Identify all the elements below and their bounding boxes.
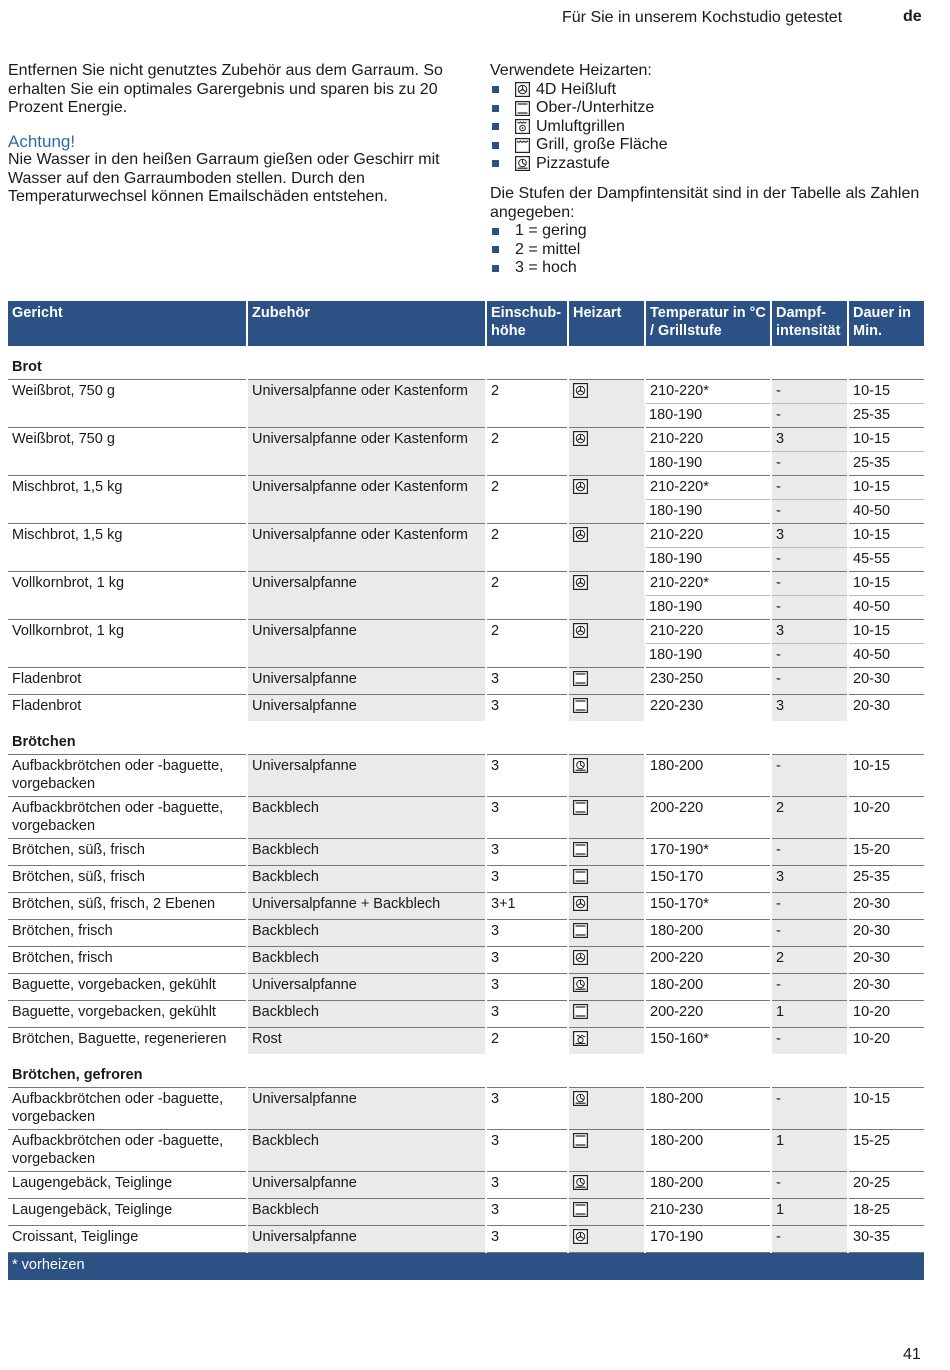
dish-cell: Laugengebäck, Teiglinge <box>8 1199 247 1226</box>
temperature-cell: 180-200 <box>645 1130 771 1172</box>
table-row <box>8 866 924 893</box>
heating-mode-item <box>490 81 930 100</box>
hot-air-4d-icon <box>573 950 588 965</box>
steam-level-item <box>490 259 930 278</box>
heating-mode-cell <box>568 695 645 722</box>
dish-cell: Baguette, vorgebacken, gekühlt <box>8 974 247 1001</box>
pizza-setting-icon <box>573 977 588 992</box>
heating-mode-item <box>490 118 930 137</box>
steam-intensity-cell: - <box>771 1172 848 1199</box>
accessory-cell: Universalpfanne <box>247 974 486 1001</box>
steam-level-label: 3 = hoch <box>515 259 577 276</box>
heating-mode-cell <box>568 524 645 572</box>
steam-intensity-cell: - <box>771 974 848 1001</box>
heating-mode-cell <box>568 476 645 524</box>
hot-air-4d-icon <box>573 527 588 542</box>
top-bottom-heat-icon <box>573 671 588 686</box>
temperature-cell: 170-190* <box>645 839 771 866</box>
steam-intensity-cell: - <box>771 1226 848 1253</box>
accessory-cell: Universalpfanne <box>247 1088 486 1130</box>
dish-cell: Brötchen, süß, frisch <box>8 866 247 893</box>
accessory-cell: Backblech <box>247 797 486 839</box>
steam-intensity-cell: - <box>771 1088 848 1130</box>
circulated-air-grill-icon <box>515 119 530 134</box>
steam-intensity-cell: 1 <box>771 1199 848 1226</box>
steam-level-label: 1 = gering <box>515 222 587 239</box>
heating-mode-item <box>490 99 930 118</box>
dish-cell: Brötchen, süß, frisch <box>8 839 247 866</box>
accessory-cell: Rost <box>247 1028 486 1055</box>
steam-level-item <box>490 241 930 260</box>
shelf-level-cell: 2 <box>486 1028 568 1055</box>
table-row <box>8 797 924 839</box>
dish-cell: Aufbackbrötchen oder -baguette, vorgebacken <box>8 755 247 797</box>
steam-intensity-cell: - <box>771 596 848 620</box>
hot-air-4d-icon <box>573 623 588 638</box>
shelf-level-cell: 3 <box>486 1172 568 1199</box>
temperature-cell: 210-220 <box>645 620 771 644</box>
heating-mode-item <box>490 136 930 155</box>
top-bottom-heat-icon <box>573 698 588 713</box>
section-title: Brot <box>8 346 924 380</box>
accessory-cell: Backblech <box>247 920 486 947</box>
steam-intensity-cell: - <box>771 644 848 668</box>
duration-cell: 18-25 <box>848 1199 924 1226</box>
steam-intensity-cell: 3 <box>771 695 848 722</box>
temperature-cell: 180-190 <box>645 404 771 428</box>
table-row <box>8 668 924 695</box>
dish-cell: Croissant, Teiglinge <box>8 1226 247 1253</box>
dish-cell: Weißbrot, 750 g <box>8 380 247 428</box>
duration-cell: 25-35 <box>848 866 924 893</box>
temperature-cell: 180-200 <box>645 920 771 947</box>
warning-text: Nie Wasser in den heißen Garraum gießen oder Geschirr mit Wasser auf den Garraumboden stellen. Durch den Temperaturwechsel können Emailschäden entstehen. <box>8 151 440 205</box>
top-bottom-heat-icon <box>573 800 588 815</box>
heating-mode-cell <box>568 380 645 428</box>
table-row <box>8 1172 924 1199</box>
table-header-row <box>8 301 924 346</box>
duration-cell: 20-30 <box>848 695 924 722</box>
table-row <box>8 695 924 722</box>
steam-intensity-cell: - <box>771 404 848 428</box>
duration-cell: 10-15 <box>848 476 924 500</box>
top-bottom-heat-icon <box>573 842 588 857</box>
temperature-cell: 200-220 <box>645 1001 771 1028</box>
shelf-level-cell: 2 <box>486 476 568 524</box>
steam-intensity-cell: - <box>771 920 848 947</box>
duration-cell: 10-15 <box>848 380 924 404</box>
heating-mode-cell <box>568 920 645 947</box>
table-row <box>8 1088 924 1130</box>
shelf-level-cell: 2 <box>486 572 568 620</box>
shelf-level-cell: 3 <box>486 839 568 866</box>
page-header-title: Für Sie in unserem Kochstudio getestet <box>562 9 843 26</box>
table-row <box>8 974 924 1001</box>
heating-mode-cell <box>568 866 645 893</box>
pizza-setting-icon <box>515 156 530 171</box>
dish-cell: Brötchen, frisch <box>8 920 247 947</box>
accessory-cell: Universalpfanne oder Kastenform <box>247 380 486 428</box>
table-row <box>8 524 924 548</box>
shelf-level-cell: 3 <box>486 755 568 797</box>
hot-air-4d-icon <box>573 1229 588 1244</box>
temperature-cell: 210-220* <box>645 380 771 404</box>
steam-intensity-cell: - <box>771 755 848 797</box>
heating-mode-cell <box>568 947 645 974</box>
shelf-level-cell: 3 <box>486 695 568 722</box>
dish-cell: Mischbrot, 1,5 kg <box>8 476 247 524</box>
dish-cell: Brötchen, Baguette, regenerieren <box>8 1028 247 1055</box>
table-row <box>8 572 924 596</box>
temperature-cell: 150-170 <box>645 866 771 893</box>
table-row <box>8 839 924 866</box>
accessory-cell: Universalpfanne <box>247 572 486 620</box>
duration-cell: 10-20 <box>848 797 924 839</box>
table-row <box>8 1226 924 1253</box>
heating-mode-cell <box>568 668 645 695</box>
accessory-cell: Universalpfanne oder Kastenform <box>247 476 486 524</box>
table-row <box>8 920 924 947</box>
regenerate-icon <box>573 1031 588 1046</box>
duration-cell: 20-25 <box>848 1172 924 1199</box>
shelf-level-cell: 3 <box>486 1199 568 1226</box>
dish-cell: Aufbackbrötchen oder -baguette, vorgebacken <box>8 1130 247 1172</box>
shelf-level-cell: 2 <box>486 620 568 668</box>
heating-mode-cell <box>568 893 645 920</box>
shelf-level-cell: 3 <box>486 1088 568 1130</box>
duration-cell: 20-30 <box>848 974 924 1001</box>
steam-intensity-cell: 1 <box>771 1001 848 1028</box>
hot-air-4d-icon <box>573 479 588 494</box>
accessory-cell: Universalpfanne <box>247 620 486 668</box>
heating-mode-label: 4D Heißluft <box>536 80 617 98</box>
table-row <box>8 893 924 920</box>
temperature-cell: 210-220 <box>645 524 771 548</box>
dish-cell: Vollkornbrot, 1 kg <box>8 620 247 668</box>
table-row <box>8 755 924 797</box>
dish-cell: Brötchen, süß, frisch, 2 Ebenen <box>8 893 247 920</box>
table-row <box>8 1199 924 1226</box>
duration-cell: 40-50 <box>848 596 924 620</box>
temperature-cell: 180-200 <box>645 755 771 797</box>
section-title: Brötchen, gefroren <box>8 1054 924 1088</box>
duration-cell: 25-35 <box>848 452 924 476</box>
accessory-cell: Universalpfanne <box>247 1226 486 1253</box>
section-header-row <box>8 346 924 380</box>
table-body <box>8 346 924 1280</box>
shelf-level-cell: 3 <box>486 1226 568 1253</box>
temperature-cell: 180-200 <box>645 1172 771 1199</box>
duration-cell: 25-35 <box>848 404 924 428</box>
duration-cell: 20-30 <box>848 893 924 920</box>
shelf-level-cell: 3 <box>486 866 568 893</box>
column-header: Dampf- intensität <box>771 301 848 346</box>
steam-levels-title: Die Stufen der Dampfintensität sind in der Tabelle als Zahlen angegeben: <box>490 185 920 221</box>
temperature-cell: 200-220 <box>645 947 771 974</box>
language-code: de <box>903 8 922 25</box>
accessory-cell: Universalpfanne <box>247 755 486 797</box>
shelf-level-cell: 3 <box>486 920 568 947</box>
temperature-cell: 210-230 <box>645 1199 771 1226</box>
footnote: * vorheizen <box>8 1253 924 1280</box>
temperature-cell: 220-230 <box>645 695 771 722</box>
duration-cell: 15-20 <box>848 839 924 866</box>
top-bottom-heat-icon <box>573 869 588 884</box>
accessory-cell: Universalpfanne + Backblech <box>247 893 486 920</box>
steam-intensity-cell: - <box>771 476 848 500</box>
duration-cell: 10-15 <box>848 1088 924 1130</box>
accessory-cell: Backblech <box>247 839 486 866</box>
hot-air-4d-icon <box>515 82 530 97</box>
steam-intensity-cell: 3 <box>771 428 848 452</box>
duration-cell: 20-30 <box>848 668 924 695</box>
temperature-cell: 180-190 <box>645 644 771 668</box>
bullet-square <box>492 246 499 253</box>
temperature-cell: 180-200 <box>645 974 771 1001</box>
temperature-cell: 210-220* <box>645 572 771 596</box>
temperature-cell: 150-160* <box>645 1028 771 1055</box>
temperature-cell: 210-220* <box>645 476 771 500</box>
bullet-square <box>492 86 499 93</box>
duration-cell: 20-30 <box>848 947 924 974</box>
heating-mode-label: Pizzastufe <box>536 154 610 172</box>
table-row <box>8 620 924 644</box>
pizza-setting-icon <box>573 1175 588 1190</box>
temperature-cell: 150-170* <box>645 893 771 920</box>
dish-cell: Aufbackbrötchen oder -baguette, vorgebacken <box>8 797 247 839</box>
section-title: Brötchen <box>8 721 924 755</box>
temperature-cell: 200-220 <box>645 797 771 839</box>
heating-mode-cell <box>568 1028 645 1055</box>
steam-intensity-cell: - <box>771 1028 848 1055</box>
duration-cell: 20-30 <box>848 920 924 947</box>
top-bottom-heat-icon <box>573 1004 588 1019</box>
section-header-row <box>8 1054 924 1088</box>
dish-cell: Mischbrot, 1,5 kg <box>8 524 247 572</box>
steam-levels-list <box>490 222 930 278</box>
steam-intensity-cell: 3 <box>771 620 848 644</box>
duration-cell: 10-15 <box>848 620 924 644</box>
heating-mode-cell <box>568 620 645 668</box>
heating-mode-label: Ober-/Unterhitze <box>536 99 655 116</box>
temperature-cell: 230-250 <box>645 668 771 695</box>
steam-intensity-cell: - <box>771 548 848 572</box>
temperature-cell: 180-190 <box>645 548 771 572</box>
duration-cell: 10-15 <box>848 524 924 548</box>
dish-cell: Brötchen, frisch <box>8 947 247 974</box>
table-row <box>8 947 924 974</box>
top-bottom-heat-icon <box>573 1133 588 1148</box>
accessory-cell: Universalpfanne oder Kastenform <box>247 428 486 476</box>
column-header: Zubehör <box>247 301 486 346</box>
steam-level-label: 2 = mittel <box>515 240 581 258</box>
steam-intensity-cell: - <box>771 893 848 920</box>
heating-mode-cell <box>568 1088 645 1130</box>
heating-mode-cell <box>568 1172 645 1199</box>
bullet-square <box>492 123 499 130</box>
bullet-square <box>492 160 499 167</box>
accessory-cell: Universalpfanne <box>247 668 486 695</box>
shelf-level-cell: 3 <box>486 1001 568 1028</box>
duration-cell: 30-35 <box>848 1226 924 1253</box>
dish-cell: Fladenbrot <box>8 668 247 695</box>
table-footnote-row <box>8 1253 924 1280</box>
dish-cell: Laugengebäck, Teiglinge <box>8 1172 247 1199</box>
table-row <box>8 428 924 452</box>
shelf-level-cell: 3 <box>486 668 568 695</box>
accessory-cell: Universalpfanne <box>247 695 486 722</box>
dish-cell: Vollkornbrot, 1 kg <box>8 572 247 620</box>
heating-mode-cell <box>568 1001 645 1028</box>
energy-tip: Entfernen Sie nicht genutztes Zubehör aus dem Garraum. So erhalten Sie ein optimales Garergebnis und sparen bis zu 20 Prozent Energie. <box>8 62 443 116</box>
steam-intensity-cell: - <box>771 839 848 866</box>
warning-title: Achtung! <box>8 131 76 151</box>
temperature-cell: 210-220 <box>645 428 771 452</box>
shelf-level-cell: 3 <box>486 1130 568 1172</box>
dish-cell: Fladenbrot <box>8 695 247 722</box>
heating-modes-list <box>490 81 930 174</box>
heating-info-column <box>490 62 930 290</box>
duration-cell: 10-15 <box>848 755 924 797</box>
column-header: Dauer in Min. <box>848 301 924 346</box>
section-header-row <box>8 721 924 755</box>
column-header: Temperatur in °C / Grillstufe <box>645 301 771 346</box>
steam-intensity-cell: - <box>771 572 848 596</box>
steam-level-item <box>490 222 930 241</box>
duration-cell: 10-20 <box>848 1001 924 1028</box>
heating-mode-cell <box>568 974 645 1001</box>
steam-intensity-cell: - <box>771 668 848 695</box>
heating-mode-cell <box>568 755 645 797</box>
baking-table <box>8 301 924 1280</box>
bullet-square <box>492 228 499 235</box>
heating-mode-cell <box>568 1199 645 1226</box>
column-header: Einschub- höhe <box>486 301 568 346</box>
shelf-level-cell: 3+1 <box>486 893 568 920</box>
duration-cell: 10-15 <box>848 572 924 596</box>
heating-mode-cell <box>568 1226 645 1253</box>
duration-cell: 40-50 <box>848 644 924 668</box>
temperature-cell: 170-190 <box>645 1226 771 1253</box>
temperature-cell: 180-200 <box>645 1088 771 1130</box>
steam-intensity-cell: 2 <box>771 947 848 974</box>
hot-air-4d-icon <box>573 383 588 398</box>
table-row <box>8 1001 924 1028</box>
temperature-cell: 180-190 <box>645 452 771 476</box>
heating-mode-label: Grill, große Fläche <box>536 136 668 153</box>
heating-mode-item <box>490 155 930 174</box>
duration-cell: 10-20 <box>848 1028 924 1055</box>
accessory-cell: Backblech <box>247 1130 486 1172</box>
steam-intensity-cell: 3 <box>771 866 848 893</box>
duration-cell: 10-15 <box>848 428 924 452</box>
top-bottom-heat-icon <box>573 923 588 938</box>
grill-large-area-icon <box>515 138 530 153</box>
steam-intensity-cell: - <box>771 380 848 404</box>
dish-cell: Baguette, vorgebacken, gekühlt <box>8 1001 247 1028</box>
bullet-square <box>492 142 499 149</box>
top-bottom-heat-icon <box>573 1202 588 1217</box>
dish-cell: Weißbrot, 750 g <box>8 428 247 476</box>
duration-cell: 45-55 <box>848 548 924 572</box>
bullet-square <box>492 265 499 272</box>
hot-air-4d-icon <box>573 575 588 590</box>
page-number: 41 <box>903 1346 921 1363</box>
heating-mode-label: Umluftgrillen <box>536 117 625 135</box>
accessory-cell: Universalpfanne <box>247 1172 486 1199</box>
table-row <box>8 1028 924 1055</box>
shelf-level-cell: 2 <box>486 428 568 476</box>
duration-cell: 40-50 <box>848 500 924 524</box>
bullet-square <box>492 105 499 112</box>
steam-intensity-cell: 1 <box>771 1130 848 1172</box>
shelf-level-cell: 3 <box>486 974 568 1001</box>
shelf-level-cell: 3 <box>486 797 568 839</box>
shelf-level-cell: 2 <box>486 524 568 572</box>
heating-mode-cell <box>568 839 645 866</box>
heating-mode-cell <box>568 572 645 620</box>
heating-mode-cell <box>568 797 645 839</box>
pizza-setting-icon <box>573 1091 588 1106</box>
steam-intensity-cell: 3 <box>771 524 848 548</box>
intro-text-column <box>8 62 453 222</box>
duration-cell: 15-25 <box>848 1130 924 1172</box>
table-row <box>8 380 924 404</box>
steam-intensity-cell: - <box>771 452 848 476</box>
column-header: Heizart <box>568 301 645 346</box>
accessory-cell: Universalpfanne oder Kastenform <box>247 524 486 572</box>
table-row <box>8 1130 924 1172</box>
steam-intensity-cell: - <box>771 500 848 524</box>
accessory-cell: Backblech <box>247 947 486 974</box>
shelf-level-cell: 2 <box>486 380 568 428</box>
shelf-level-cell: 3 <box>486 947 568 974</box>
column-header: Gericht <box>8 301 247 346</box>
heating-mode-cell <box>568 1130 645 1172</box>
hot-air-4d-icon <box>573 896 588 911</box>
heating-modes-title: Verwendete Heizarten: <box>490 62 652 79</box>
steam-intensity-cell: 2 <box>771 797 848 839</box>
accessory-cell: Backblech <box>247 1001 486 1028</box>
table-row <box>8 476 924 500</box>
top-bottom-heat-icon <box>515 101 530 116</box>
heating-mode-cell <box>568 428 645 476</box>
accessory-cell: Backblech <box>247 1199 486 1226</box>
hot-air-4d-icon <box>573 431 588 446</box>
dish-cell: Aufbackbrötchen oder -baguette, vorgebacken <box>8 1088 247 1130</box>
pizza-setting-icon <box>573 758 588 773</box>
accessory-cell: Backblech <box>247 866 486 893</box>
temperature-cell: 180-190 <box>645 500 771 524</box>
temperature-cell: 180-190 <box>645 596 771 620</box>
